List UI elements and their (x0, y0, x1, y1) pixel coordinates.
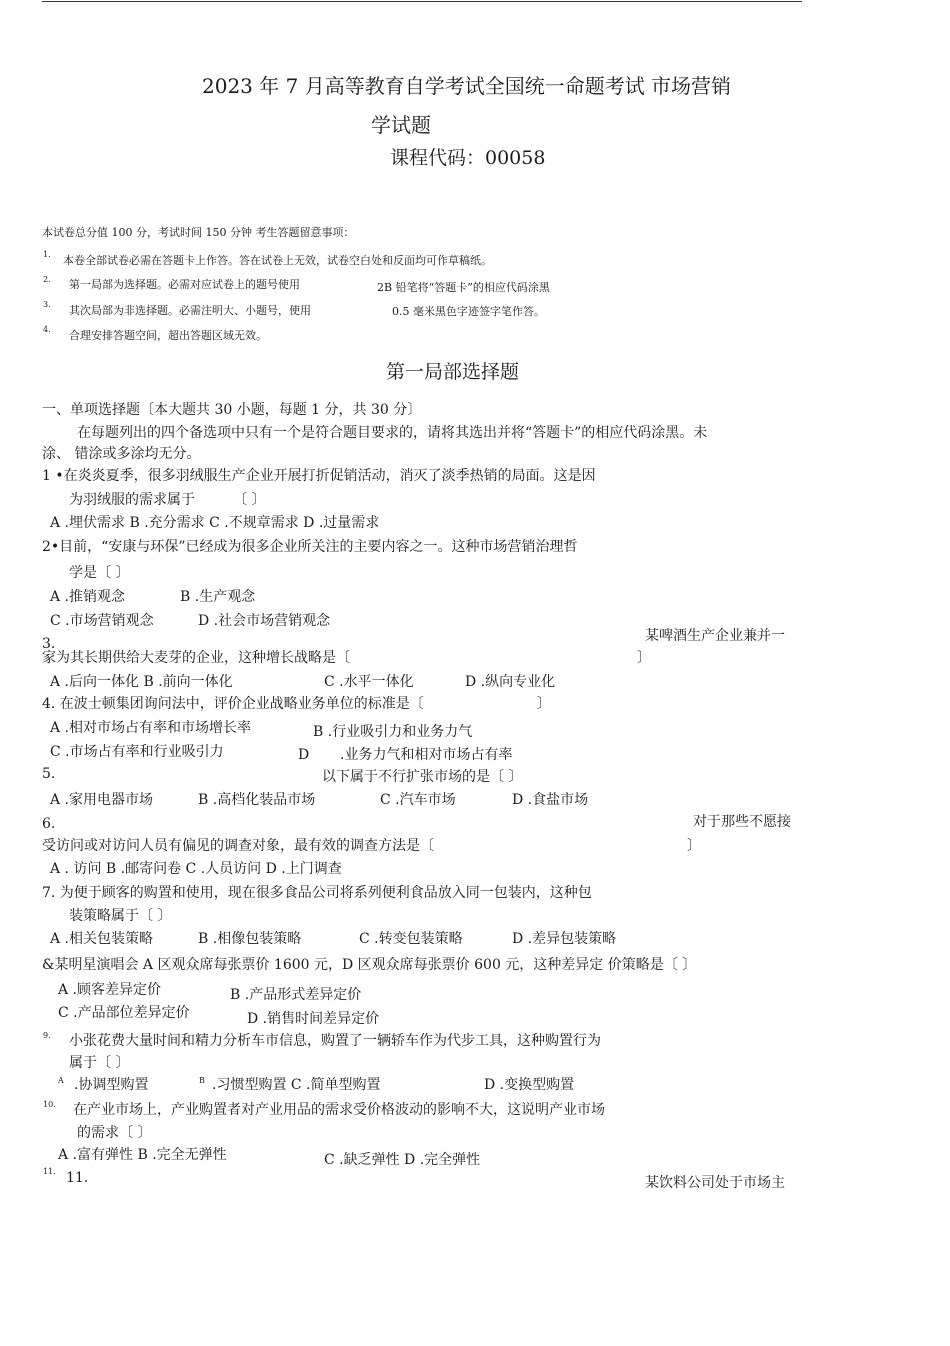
question-5-option-c: C .汽车市场 (380, 792, 456, 808)
top-rule (42, 1, 802, 2)
question-7-option-c: C .转变包装策略 (359, 931, 463, 947)
question-2-option-c: C .市场营销观念 (50, 613, 154, 629)
question-3-options-ab: A .后向一体化 B .前向一体化 (50, 674, 233, 690)
question-6-number: 6. (42, 816, 56, 832)
question-8-stem: &某明星演唱会 A 区观众席每张票价 1600 元，D 区观众席每张票价 600 元，这种差异定 价策略是〔 〕 (42, 957, 697, 973)
question-9-option-a-label: A (58, 1076, 64, 1085)
question-5-stem: 以下属于不行扩张市场的是〔 〕 (322, 769, 523, 785)
notice-item-number: 3. (43, 300, 51, 309)
question-6-stem-cont: 受访问或对访问人员有偏见的调查对象，最有效的调查方法是〔 (42, 838, 434, 854)
question-4-option-c: C .市场占有率和行业吸引力 (50, 744, 224, 760)
question-2-stem: 2•目前，“安康与环保”已经成为很多企业所关注的主要内容之一。这种市场营销治理哲 (42, 539, 578, 555)
question-10-stem: 在产业市场上，产业购置者对产业用品的需求受价格波动的影响不大，这说明产业市场 (73, 1102, 605, 1118)
question-1-options: A .埋伏需求 B .充分需求 C .不规章需求 D .过量需求 (50, 515, 380, 531)
notice-item-text-cont: 2B 铅笔将“答题卡”的相应代码涂黑 (377, 281, 550, 294)
section-instructions-cont: 涂、 错涂或多涂均无分。 (42, 446, 201, 462)
question-4-option-d: .业务力气和相对市场占有率 (340, 747, 513, 763)
question-1-blank: 〔 〕 (233, 492, 266, 508)
question-9-option-d: D .变换型购置 (484, 1077, 575, 1093)
question-3-option-c: C .水平一体化 (324, 674, 414, 690)
notice-item-number: 4. (43, 325, 51, 334)
question-11-stem: 某饮料公司处于市场主 (645, 1175, 785, 1191)
course-code: 课程代码：00058 (390, 147, 546, 169)
question-10-options-cd: C .缺乏弹性 D .完全弹性 (324, 1152, 481, 1168)
question-3-option-d: D .纵向专业化 (465, 674, 556, 690)
question-5-option-b: B .高档化装品市场 (198, 792, 316, 808)
question-4-option-a: A .相对市场占有率和市场增长率 (50, 720, 252, 736)
question-7-option-a: A .相关包装策略 (50, 931, 154, 947)
question-4-option-d-label: D (298, 747, 310, 763)
question-4-option-b: B .行业吸引力和业务力气 (313, 724, 473, 740)
question-9-stem-cont: 属于〔 〕 (69, 1055, 130, 1071)
notice-item-number: 1. (43, 250, 51, 259)
question-4-blank-close: 〕 (537, 696, 551, 712)
question-8-option-b: B .产品形式差异定价 (230, 987, 362, 1003)
notice-intro: 本试卷总分值 100 分，考试时间 150 分钟 考生答题留意事项： (42, 226, 355, 239)
question-7-stem: 7. 为便于顾客的购置和使用，现在很多食品公司将系列便利食品放入同一包装内，这种包 (42, 885, 592, 901)
question-8-option-c: C .产品部位差异定价 (58, 1005, 190, 1021)
question-10-number: 10. (43, 1100, 56, 1109)
question-9-number: 9. (43, 1031, 51, 1040)
question-11-number-small: 11. (43, 1167, 56, 1176)
question-8-option-d: D .销售时间差异定价 (247, 1011, 380, 1027)
question-5-option-d: D .食盐市场 (512, 792, 589, 808)
question-3-stem: 某啤酒生产企业兼并一 (645, 628, 785, 644)
notice-item-text: 本卷全部试卷必需在答题卡上作答。答在试卷上无效，试卷空白处和反面均可作草稿纸。 (63, 254, 492, 267)
notice-item-text: 合理安排答题空间，超出答题区域无效。 (69, 329, 267, 342)
question-9-option-b-label: B (199, 1076, 205, 1085)
notice-item-number: 2. (43, 275, 51, 284)
question-6-stem: 对于那些不愿接 (693, 814, 791, 830)
question-5-number: 5. (42, 766, 56, 782)
question-2-option-d: D .社会市场营销观念 (198, 613, 331, 629)
section-heading: 一、单项选择题〔本大题共 30 小题，每题 1 分，共 30 分〕 (42, 402, 422, 418)
exam-title-line1: 2023 年 7 月高等教育自学考试全国统一命题考试 市场营销 (202, 74, 732, 98)
question-6-blank-close: 〕 (687, 838, 701, 854)
question-1-stem-cont: 为羽绒服的需求属于 (69, 492, 195, 508)
question-6-options: A . 访问 B .邮寄问卷 C .人员访问 D .上门调查 (50, 861, 342, 877)
question-9-option-a: .协调型购置 (74, 1077, 149, 1093)
question-7-option-d: D .差异包装策略 (512, 931, 617, 947)
question-8-option-a: A .顾客差异定价 (58, 982, 162, 998)
question-1-stem: 1 •在炎炎夏季，很多羽绒服生产企业开展打折促销活动，消灭了淡季热销的局面。这是因 (42, 468, 596, 484)
question-4-stem: 4. 在波士顿集团询问法中，评价企业战略业务单位的标准是〔 (42, 696, 424, 712)
notice-item-text: 其次局部为非选择题。必需注明大、小题号，使用 (69, 304, 311, 317)
notice-item-text-cont: 0.5 毫米黑色字迹签字笔作答。 (392, 305, 545, 318)
question-5-option-a: A .家用电器市场 (50, 792, 154, 808)
section-title: 第一局部选择题 (386, 361, 520, 383)
question-2-stem-cont: 学是〔 〕 (69, 565, 130, 581)
question-3-blank-close: 〕 (637, 650, 651, 666)
question-7-stem-cont: 装策略属于〔 〕 (69, 908, 172, 924)
question-2-option-b: B .生产观念 (180, 589, 256, 605)
question-9-stem: 小张花费大量时间和精力分析车市信息，购置了一辆轿车作为代步工具，这种购置行为 (69, 1033, 601, 1049)
question-7-option-b: B .相像包装策略 (198, 931, 302, 947)
question-9-options-bc: .习惯型购置 C .简单型购置 (212, 1077, 381, 1093)
question-3-number: 3. (42, 636, 56, 652)
section-instructions: 在每题列出的四个备选项中只有一个是符合题目要求的，请将其选出并将“答题卡”的相应代码涂黑。未 (77, 425, 708, 441)
notice-item-text: 第一局部为选择题。必需对应试卷上的题号使用 (69, 278, 300, 291)
question-10-options-ab: A .富有弹性 B .完全无弹性 (58, 1147, 227, 1163)
question-10-stem-cont: 的需求〔 〕 (77, 1125, 152, 1141)
question-3-stem-cont: 家为其长期供给大麦芽的企业，这种增长战略是〔 (42, 650, 350, 666)
exam-title-line2: 学试题 (371, 113, 431, 137)
question-11-number: 11. (66, 1170, 89, 1186)
question-2-option-a: A .推销观念 (50, 589, 126, 605)
